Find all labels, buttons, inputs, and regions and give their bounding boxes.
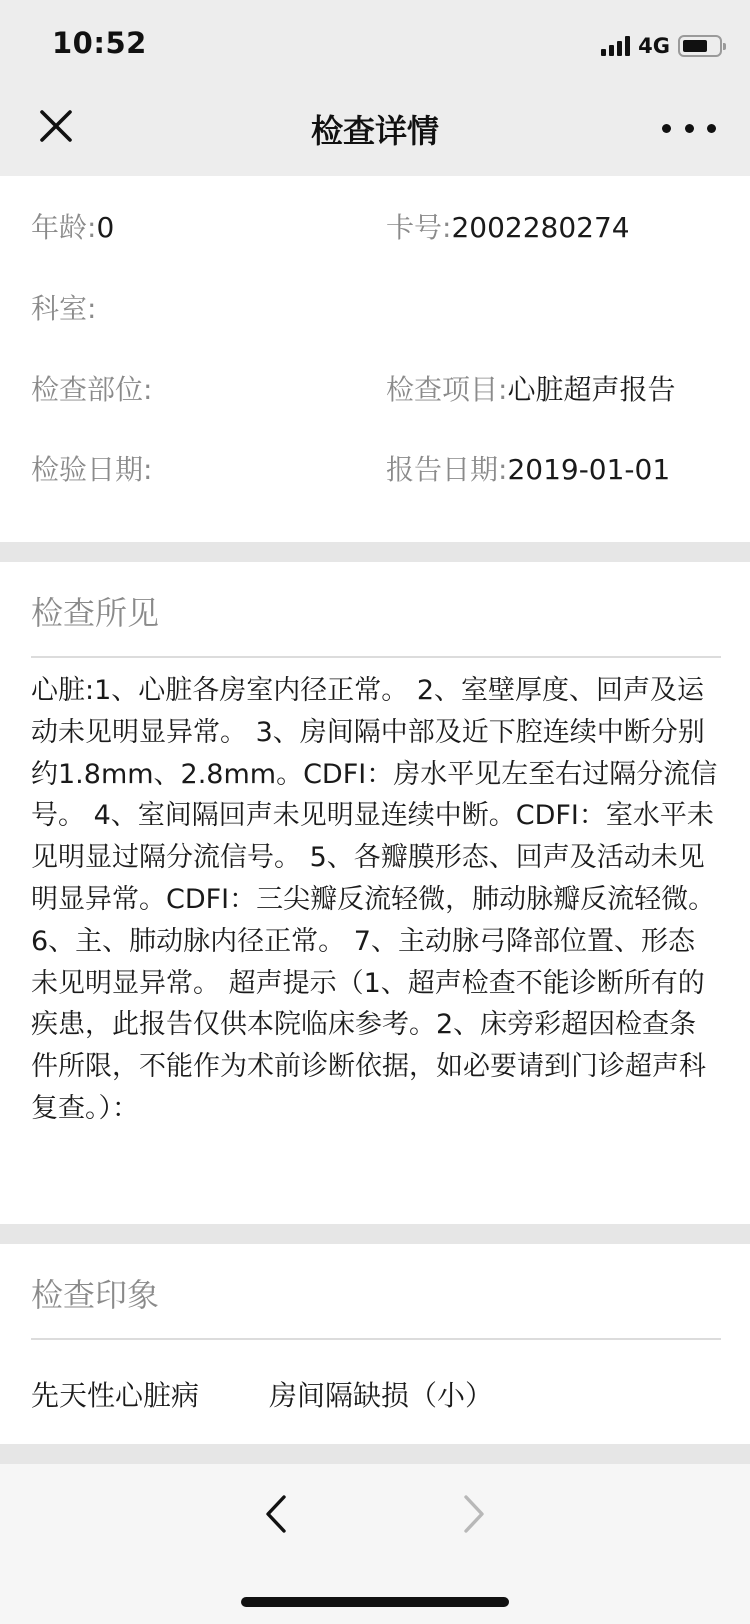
findings-divider bbox=[31, 656, 721, 658]
page-title: 检查详情 bbox=[310, 112, 439, 150]
exam-item-label: 检查项目: bbox=[386, 373, 508, 406]
more-button[interactable] bbox=[662, 118, 716, 138]
impression-item: 先天性心脏病 bbox=[31, 1379, 200, 1412]
age-label: 年龄: bbox=[31, 211, 97, 244]
info-card bbox=[0, 176, 750, 542]
network-type: 4G bbox=[638, 34, 670, 58]
bottom-toolbar bbox=[0, 1464, 750, 1624]
battery-icon bbox=[678, 35, 722, 57]
exam-item-value: 心脏超声报告 bbox=[507, 373, 676, 406]
exam-site-label: 检查部位: bbox=[31, 373, 153, 406]
more-dots-icon bbox=[662, 124, 671, 133]
report-date-row bbox=[386, 448, 670, 488]
findings-card bbox=[0, 562, 750, 1224]
card-no-value: 2002280274 bbox=[451, 211, 630, 244]
home-indicator[interactable] bbox=[241, 1597, 509, 1607]
forward-button[interactable] bbox=[454, 1488, 494, 1540]
impression-divider bbox=[31, 1338, 721, 1340]
signal-icon bbox=[601, 36, 630, 56]
chevron-left-icon bbox=[264, 1494, 288, 1534]
age-value: 0 bbox=[96, 211, 115, 244]
impression-card bbox=[0, 1244, 750, 1444]
card-no-row bbox=[386, 206, 630, 246]
impression-title: 检查印象 bbox=[31, 1276, 160, 1314]
exam-site-row bbox=[31, 368, 152, 408]
impression-item: 房间隔缺损（小） bbox=[269, 1379, 494, 1412]
findings-title: 检查所见 bbox=[31, 594, 160, 632]
exam-item-row bbox=[386, 368, 675, 408]
card-no-label: 卡号: bbox=[386, 211, 452, 244]
test-date-label: 检验日期: bbox=[31, 453, 153, 486]
department-label: 科室: bbox=[31, 292, 97, 325]
department-row bbox=[31, 287, 96, 327]
status-time: 10:52 bbox=[52, 26, 147, 60]
age-row bbox=[31, 206, 114, 246]
status-icons bbox=[601, 30, 722, 62]
report-date-label: 报告日期: bbox=[386, 453, 508, 486]
back-button[interactable] bbox=[256, 1488, 296, 1540]
chevron-right-icon bbox=[462, 1494, 486, 1534]
report-date-value: 2019-01-01 bbox=[507, 453, 671, 486]
impression-list bbox=[31, 1374, 563, 1414]
top-bar bbox=[0, 0, 750, 176]
test-date-row bbox=[31, 448, 152, 488]
findings-text: 心脏:1、心脏各房室内径正常。 2、室壁厚度、回声及运动未见明显异常。 3、房间隔中部及近下腔连续中断分别约1.8mm、2.8mm。CDFI：房水平见左至右过隔分流信号。 4、室间隔回声未见明显连续中断。CDFI：室水平未见明显过隔分流信号。 5、各瓣膜形态、回声及活动未见明显异常。CDFI：三尖瓣反流轻微，肺动脉瓣反流轻微。 6、主、肺动脉内径正常。 7、主动脉弓降部位置、形态未见明显异常。 超声提示（1、超声检查不能诊断所有的疾患，此报告仅供本院临床参考。2、床旁彩超因检查条件所限，不能作为术前诊断依据，如必要请到门诊超声科复查。）： bbox=[31, 675, 718, 1124]
